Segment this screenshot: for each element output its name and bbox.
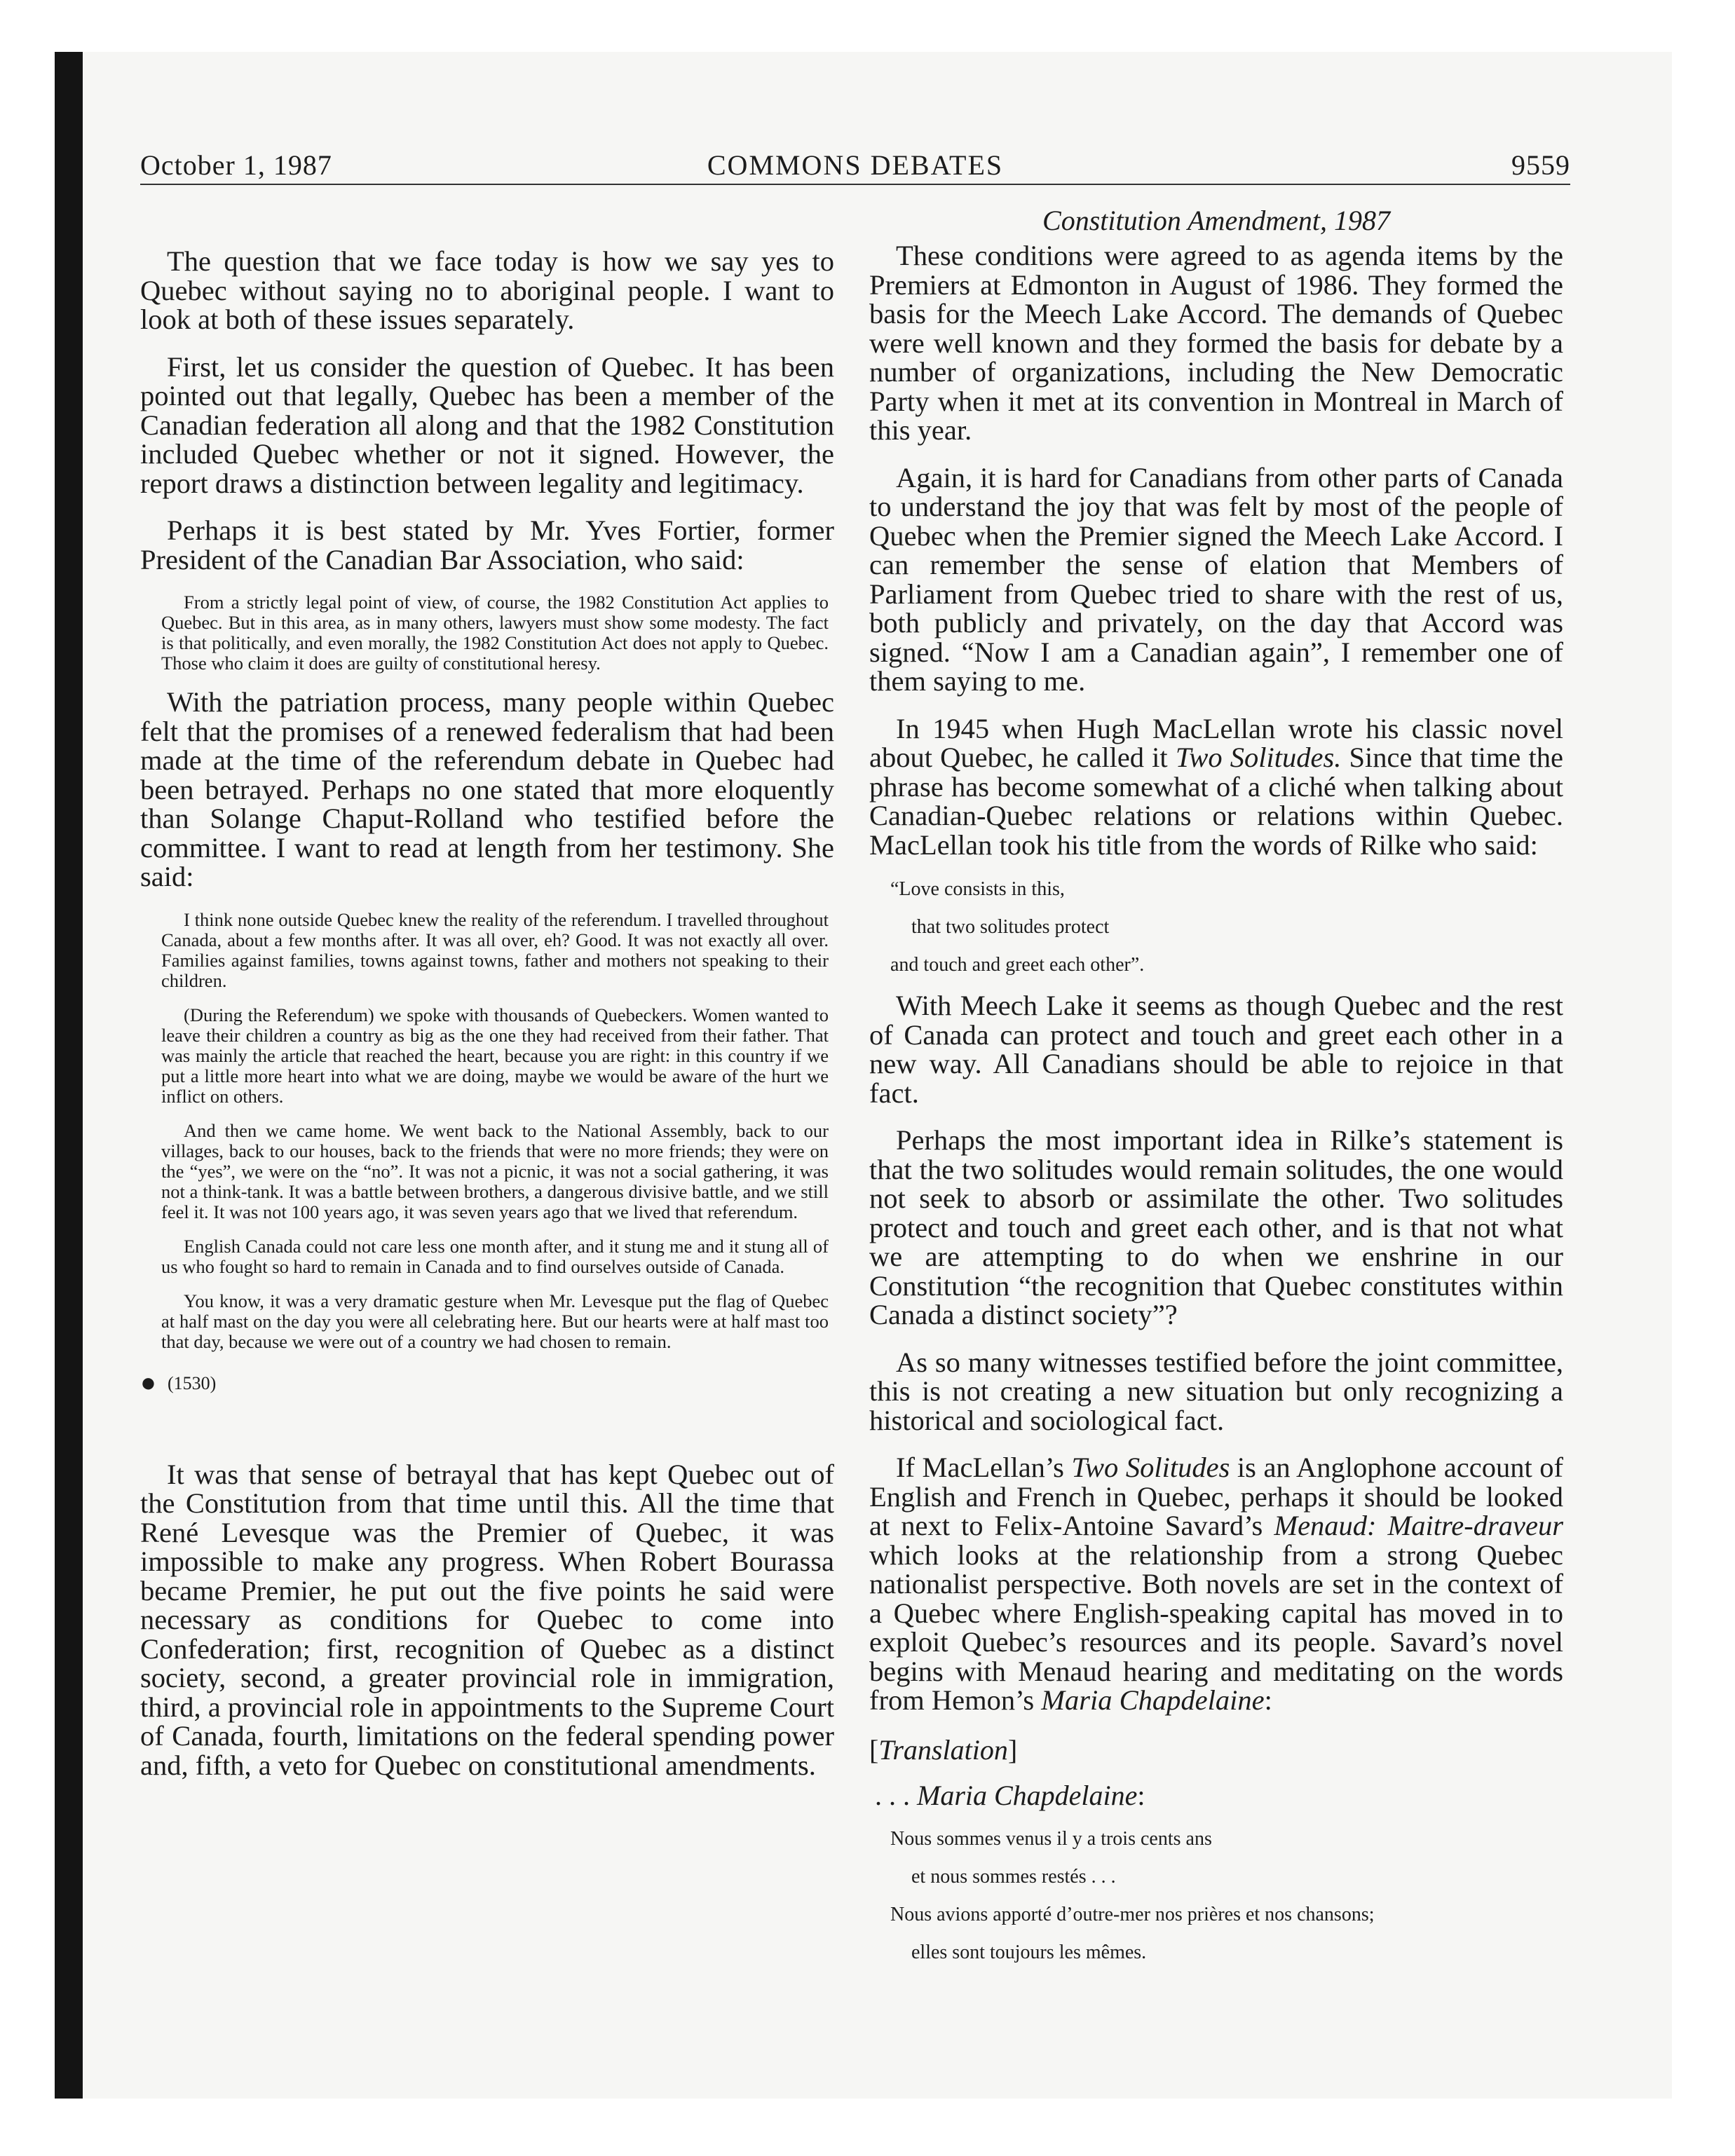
- book-title: Two Solitudes.: [1175, 742, 1342, 773]
- book-title: Two Solitudes: [1071, 1452, 1230, 1483]
- header-page-number: 9559: [1511, 149, 1570, 181]
- poem-line: elles sont toujours les mêmes.: [911, 1941, 1147, 1963]
- quote-lead: . . . Maria Chapdelaine:: [875, 1779, 1145, 1811]
- poem-line: and touch and greet each other”.: [890, 954, 1145, 976]
- right-column: [869, 203, 1563, 1979]
- bullet-icon: ●: [140, 1367, 156, 1398]
- block-quote: You know, it was a very dramatic gesture when Mr. Levesque put the flag of Quebec at half mast on the day you were all celebrating here. But our hearts were at half mast too that day, because we were out of a country we had chosen to remain.: [161, 1290, 829, 1352]
- paragraph: It was that sense of betrayal that has kept Quebec out of the Constitution from that time until this. All the time that René Levesque was the Premier of Quebec, it was impossible to make any progress. When Robert Bourassa became Premier, he put out the five points he said were necessary as conditions for Quebec to come into Confederation; first, recognition of Quebec as a distinct society, second, a greater provincial role in immigration, third, a provincial role in appointments to the Supreme Court of Canada, fourth, limitations on the federal spending power and, fifth, a veto for Quebec on constitutional amendments.: [140, 1458, 834, 1781]
- time-marker: [140, 1367, 834, 1398]
- paragraph-text: Since that time the phrase has become somewhat of a cliché when talking about Canadian-Quebec relations or relations within Quebec. MacLellan took his title from the words of Rilke who said:: [869, 742, 1563, 861]
- poem-line: Nous sommes venus il y a trois cents ans: [890, 1827, 1212, 1850]
- translation-label: [Translation]: [869, 1733, 1018, 1766]
- block-quote: From a strictly legal point of view, of course, the 1982 Constitution Act applies to Quebec. But in this area, as in many others, lawyers must show some modesty. The fact is that politically, and even morally, the 1982 Constitution Act does not apply to Quebec. Those who claim it does are guilty of constitutional heresy.: [161, 592, 829, 674]
- poem-line: et nous sommes restés . . .: [911, 1865, 1116, 1888]
- header-publication: COMMONS DEBATES: [707, 149, 1004, 181]
- left-column: [140, 203, 834, 1798]
- poem-line: “Love consists in this,: [890, 878, 1065, 900]
- page-header: [140, 149, 1570, 188]
- paragraph-text: :: [1264, 1684, 1272, 1716]
- poem-line: that two solitudes protect: [911, 916, 1110, 938]
- poem-line: Nous avions apporté d’outre-mer nos prières et nos chansons;: [890, 1903, 1375, 1925]
- header-rule: [140, 184, 1570, 185]
- paragraph: With the patriation process, many people within Quebec felt that the promises of a renewed federalism that had been made at the time of the referendum debate in Quebec had been betrayed. Perhaps no one stated that more eloquently than Solange Chaput-Rolland who testified before the committee. I want to read at length from her testimony. She said:: [140, 686, 834, 892]
- paragraph-text: In 1945 when Hugh MacLellan wrote his classic novel about Quebec, he called it: [869, 712, 1563, 773]
- block-quote: I think none outside Quebec knew the reality of the referendum. I travelled throughout Canada, about a few months after. It was all over, eh? Good. It was not exactly all over. Families against families, towns against towns, father and mothers not speaking to their children.: [161, 908, 829, 991]
- paragraph: [869, 1453, 1563, 1715]
- left-column-top-space: [140, 203, 834, 247]
- paragraph: [869, 714, 1563, 860]
- book-title: Maria Chapdelaine: [1041, 1684, 1265, 1716]
- paragraph: Perhaps the most important idea in Rilke’s statement is that the two solitudes would remain solitudes, the one would not seek to absorb or assimilate the other. Two solitudes protect and touch and greet each other, and is that not what we are attempting to do when we enshrine in our Constitution “the recognition that Quebec constitutes within Canada a distinct society”?: [869, 1124, 1563, 1330]
- book-title: Menaud: Maitre-draveur: [1274, 1510, 1563, 1541]
- header-date: October 1, 1987: [140, 149, 332, 181]
- block-quote: (During the Referendum) we spoke with thousands of Quebeckers. Women wanted to leave their children a country as big as the one they had received from their father. That was mainly the article that reached the heart, because you are right: in this country if we put a little more heart into what we are doing, maybe we would be aware of the hurt we inflict on others.: [161, 1004, 829, 1107]
- paragraph: As so many witnesses testified before the joint committee, this is not creating a new situation but only recognizing a historical and sociological fact.: [869, 1346, 1563, 1436]
- block-quote: English Canada could not care less one month after, and it stung me and it stung all of us who fought so hard to remain in Canada and to find ourselves outside of Canada.: [161, 1235, 829, 1277]
- paragraph: First, let us consider the question of Quebec. It has been pointed out that legally, Quebec has been a member of the Canadian federation all along and that the 1982 Constitution included Quebec whether or not it signed. However, the report draws a distinction between legality and legitimacy.: [140, 350, 834, 499]
- time-marker-text: (1530): [167, 1372, 217, 1393]
- paragraph-text: which looks at the relationship from a strong Quebec nationalist perspective. Both novels are set in the context of a Quebec where English-speaking capital has moved in to exploit Quebec’s resources and its people. Savard’s novel begins with Menaud hearing and meditating on the words from Hemon’s: [869, 1538, 1563, 1716]
- paragraph-text: is an Anglophone account of English and French in Quebec, perhaps it should be looked at next to Felix-Antoine Savard’s: [869, 1452, 1563, 1541]
- paragraph: Again, it is hard for Canadians from other parts of Canada to understand the joy that was felt by most of the people of Quebec when the Premier signed the Meech Lake Accord. I can remember the sense of elation that Members of Parliament from Quebec tried to share with the rest of us, both publicly and privately, on the day that Accord was signed. “Now I am a Canadian again”, I remember one of them saying to me.: [869, 461, 1563, 697]
- paragraph: The question that we face today is how we say yes to Quebec without saying no to aboriginal people. I want to look at both of these issues separately.: [140, 245, 834, 335]
- paragraph-text: If MacLellan’s: [896, 1452, 1072, 1483]
- scan-binding-edge: [55, 52, 83, 2099]
- paragraph: These conditions were agreed to as agenda items by the Premiers at Edmonton in August of 1986. They formed the basis for the Meech Lake Accord. The demands of Quebec were well known and they formed the basis for debate by a number of organizations, including the New Democratic Party when it met at its convention in Montreal in March of this year.: [869, 240, 1563, 446]
- paragraph: Perhaps it is best stated by Mr. Yves Fortier, former President of the Canadian Bar Association, who said:: [140, 514, 834, 575]
- paragraph: With Meech Lake it seems as though Quebec and the rest of Canada can protect and touch and greet each other in a new way. All Canadians should be able to rejoice in that fact.: [869, 990, 1563, 1109]
- block-quote: And then we came home. We went back to the National Assembly, back to our villages, back to our houses, back to the friends that were no more friends; they were on the “yes”, we were on the “no”. It was not a picnic, it was not a social gathering, it was not a think-tank. It was a battle between brothers, a dangerous divisive battle, and we still feel it. It was not 100 years ago, it was seven years ago that we lived that referendum.: [161, 1119, 829, 1222]
- section-running-head: Constitution Amendment, 1987: [1042, 205, 1390, 236]
